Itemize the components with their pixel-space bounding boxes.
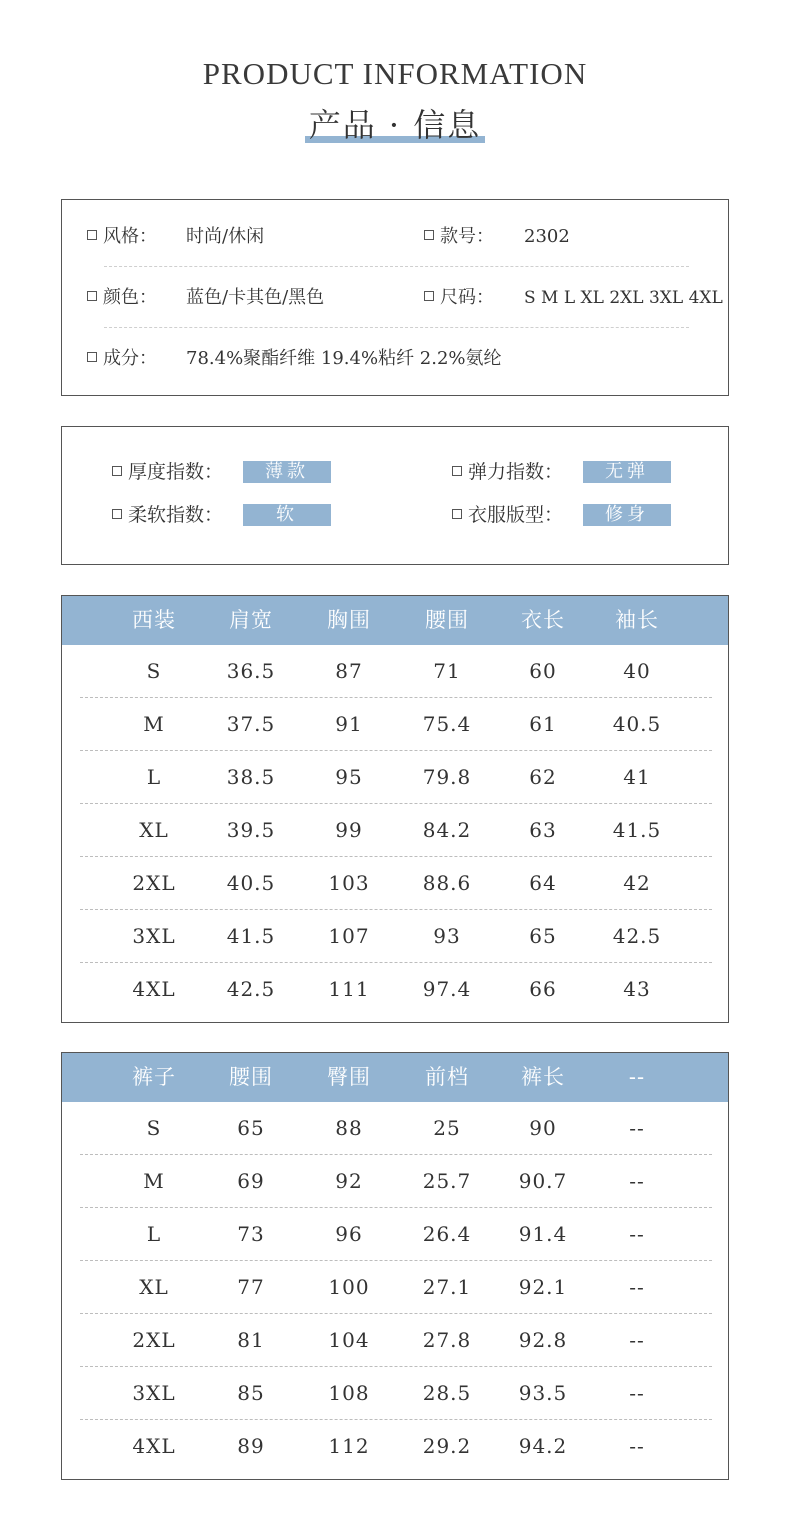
table-cell: 96 — [335, 1222, 363, 1246]
table-row — [62, 1102, 728, 1155]
fit-label-item — [452, 504, 563, 526]
table-header — [62, 1053, 728, 1102]
basic-info-box — [61, 199, 729, 396]
table-row — [62, 645, 728, 698]
table-cell: 41 — [623, 765, 651, 789]
table-cell: -- — [629, 1381, 645, 1405]
model-label-item — [424, 222, 494, 252]
table-cell: 92 — [335, 1169, 363, 1193]
table-cell: XL — [139, 1275, 169, 1299]
info-row-style — [62, 222, 728, 252]
table-cell: -- — [629, 1328, 645, 1352]
index-box — [61, 426, 729, 565]
table-cell: 94.2 — [518, 1434, 568, 1458]
table-header-cell: 衣长 — [521, 608, 565, 632]
table-cell: 25 — [433, 1116, 461, 1140]
info-divider — [104, 266, 689, 267]
table-cell: 85 — [237, 1381, 265, 1405]
table-cell: 40.5 — [226, 871, 276, 895]
checkbox-square-icon — [452, 509, 462, 519]
table-cell: 42.5 — [226, 977, 276, 1001]
model-label: 款号： — [440, 226, 494, 247]
table-header-cell: 腰围 — [229, 1065, 273, 1089]
elasticity-label: 弹力指数： — [468, 461, 564, 483]
table-header-cell: 腰围 — [425, 608, 469, 632]
table-cell: 27.8 — [422, 1328, 472, 1352]
elasticity-tag: 无弹 — [583, 461, 671, 483]
checkbox-square-icon — [424, 291, 434, 301]
info-row-material — [62, 344, 728, 374]
material-value: 78.4%聚酯纤维 19.4%粘纤 2.2%氨纶 — [186, 348, 502, 369]
table-cell: S — [146, 659, 162, 683]
table-header — [62, 596, 728, 645]
table-row — [62, 1155, 728, 1208]
table-cell: 27.1 — [422, 1275, 472, 1299]
softness-label-item — [112, 504, 223, 526]
style-label-item — [87, 222, 157, 252]
table-row — [62, 910, 728, 963]
table-cell: 64 — [529, 871, 557, 895]
table-cell: 62 — [529, 765, 557, 789]
table-cell: 73 — [237, 1222, 265, 1246]
table-header-cell: 臀围 — [327, 1065, 371, 1089]
table-row — [62, 698, 728, 751]
table-row — [62, 1420, 728, 1473]
checkbox-square-icon — [112, 466, 122, 476]
table-cell: 90 — [529, 1116, 557, 1140]
table-cell: 88 — [335, 1116, 363, 1140]
table-cell: 103 — [328, 871, 370, 895]
table-cell: 61 — [529, 712, 557, 736]
title-chinese-wrap — [0, 100, 790, 146]
table-row — [62, 1314, 728, 1367]
table-row — [62, 857, 728, 910]
table-row — [62, 751, 728, 804]
table-cell: M — [143, 1169, 165, 1193]
table-cell: 2XL — [132, 871, 176, 895]
table-cell: 81 — [237, 1328, 265, 1352]
table-cell: 42.5 — [612, 924, 662, 948]
table-row — [62, 1208, 728, 1261]
style-value: 时尚/休闲 — [186, 226, 265, 247]
table-cell: 39.5 — [226, 818, 276, 842]
softness-label: 柔软指数： — [128, 504, 224, 526]
color-label-item — [87, 283, 157, 313]
thickness-label-item — [112, 461, 223, 483]
size-value: S M L XL 2XL 3XL 4XL — [524, 288, 723, 308]
table-cell: 40 — [623, 659, 651, 683]
table-cell: -- — [629, 1222, 645, 1246]
color-value: 蓝色/卡其色/黑色 — [186, 287, 325, 308]
title-english: PRODUCT INFORMATION — [202, 56, 588, 91]
table-cell: L — [146, 765, 162, 789]
thickness-tag: 薄款 — [243, 461, 331, 483]
table-cell: 2XL — [132, 1328, 176, 1352]
table-cell: 42 — [623, 871, 651, 895]
color-label: 颜色： — [103, 287, 157, 308]
table-cell: M — [143, 712, 165, 736]
table-header-cell: -- — [628, 1065, 646, 1089]
table-header-cell: 胸围 — [327, 608, 371, 632]
table-cell: 99 — [335, 818, 363, 842]
table-cell: 4XL — [132, 977, 176, 1001]
style-label: 风格： — [103, 226, 157, 247]
table-cell: 93.5 — [518, 1381, 568, 1405]
table-cell: 43 — [623, 977, 651, 1001]
table-cell: 111 — [328, 977, 370, 1001]
size-label: 尺码： — [440, 287, 494, 308]
table-cell: 63 — [529, 818, 557, 842]
table-cell: 3XL — [132, 1381, 176, 1405]
table-cell: 65 — [529, 924, 557, 948]
fit-tag: 修身 — [583, 504, 671, 526]
table-cell: 40.5 — [612, 712, 662, 736]
elasticity-label-item — [452, 461, 563, 483]
table-cell: 65 — [237, 1116, 265, 1140]
table-cell: -- — [629, 1169, 645, 1193]
table-header-cell: 前档 — [425, 1065, 469, 1089]
table-row — [62, 1261, 728, 1314]
checkbox-square-icon — [424, 230, 434, 240]
table-cell: 26.4 — [422, 1222, 472, 1246]
table-row — [62, 963, 728, 1016]
table-cell: 107 — [328, 924, 370, 948]
table-cell: 3XL — [132, 924, 176, 948]
table-cell: 104 — [328, 1328, 370, 1352]
title-chinese — [305, 100, 486, 146]
table-cell: 60 — [529, 659, 557, 683]
softness-tag: 软 — [243, 504, 331, 526]
table-cell: -- — [629, 1116, 645, 1140]
model-value: 2302 — [524, 226, 570, 247]
table-header-cell: 袖长 — [615, 608, 659, 632]
table-cell: -- — [629, 1275, 645, 1299]
table-header-cell: 裤长 — [521, 1065, 565, 1089]
table-cell: 91.4 — [518, 1222, 568, 1246]
table-cell: 71 — [433, 659, 461, 683]
table-row — [62, 1367, 728, 1420]
table-cell: 93 — [433, 924, 461, 948]
table-cell: 41.5 — [226, 924, 276, 948]
table-cell: 88.6 — [422, 871, 472, 895]
table-cell: 90.7 — [518, 1169, 568, 1193]
info-divider — [104, 327, 689, 328]
checkbox-square-icon — [452, 466, 462, 476]
table-cell: 25.7 — [422, 1169, 472, 1193]
table-cell: 4XL — [132, 1434, 176, 1458]
table-cell: 97.4 — [422, 977, 472, 1001]
table-cell: 92.8 — [518, 1328, 568, 1352]
table-cell: 29.2 — [422, 1434, 472, 1458]
table-cell: 108 — [328, 1381, 370, 1405]
title-chinese-text: 产品 · 信息 — [308, 106, 482, 144]
table-cell: 89 — [237, 1434, 265, 1458]
material-label: 成分： — [103, 348, 157, 369]
table-cell: 75.4 — [422, 712, 472, 736]
size-label-item — [424, 283, 494, 313]
table-cell: -- — [629, 1434, 645, 1458]
table-cell: 112 — [328, 1434, 370, 1458]
table-cell: 66 — [529, 977, 557, 1001]
checkbox-square-icon — [112, 509, 122, 519]
table-cell: 84.2 — [422, 818, 472, 842]
table-cell: 41.5 — [612, 818, 662, 842]
table-header-cell: 西装 — [132, 608, 176, 632]
pants-size-table — [61, 1052, 729, 1480]
table-cell: S — [146, 1116, 162, 1140]
table-row — [62, 804, 728, 857]
table-cell: 100 — [328, 1275, 370, 1299]
material-label-item — [87, 344, 157, 374]
table-cell: 36.5 — [226, 659, 276, 683]
table-header-cell: 肩宽 — [229, 608, 273, 632]
checkbox-square-icon — [87, 352, 97, 362]
table-cell: 69 — [237, 1169, 265, 1193]
checkbox-square-icon — [87, 291, 97, 301]
table-cell: 92.1 — [518, 1275, 568, 1299]
info-row-color — [62, 283, 728, 313]
table-cell: 37.5 — [226, 712, 276, 736]
thickness-label: 厚度指数： — [128, 461, 224, 483]
table-cell: 91 — [335, 712, 363, 736]
table-header-cell: 裤子 — [132, 1065, 176, 1089]
table-cell: 79.8 — [422, 765, 472, 789]
table-cell: 77 — [237, 1275, 265, 1299]
table-cell: L — [146, 1222, 162, 1246]
table-cell: 38.5 — [226, 765, 276, 789]
suit-size-table — [61, 595, 729, 1023]
fit-label: 衣服版型： — [468, 504, 564, 526]
checkbox-square-icon — [87, 230, 97, 240]
table-cell: XL — [139, 818, 169, 842]
table-cell: 28.5 — [422, 1381, 472, 1405]
table-cell: 87 — [335, 659, 363, 683]
table-cell: 95 — [335, 765, 363, 789]
